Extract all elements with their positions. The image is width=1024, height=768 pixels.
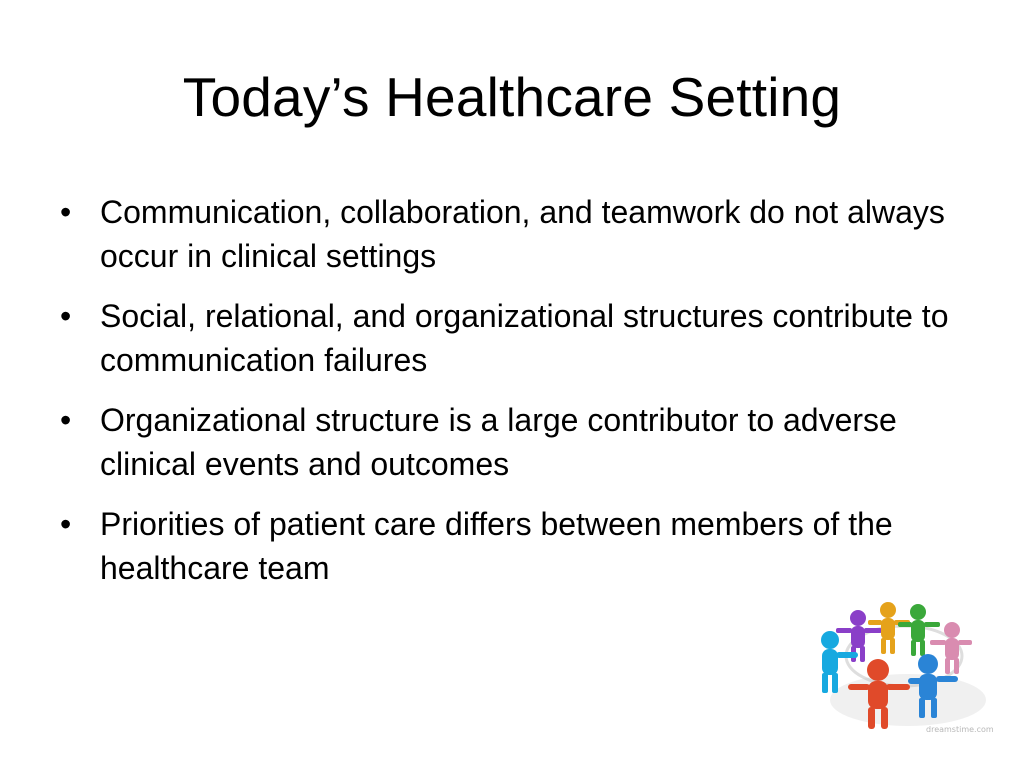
bullet-list <box>60 190 980 606</box>
bullet-icon: • <box>60 506 72 542</box>
list-item <box>60 294 980 382</box>
bullet-icon: • <box>60 194 72 230</box>
list-item <box>60 398 980 486</box>
list-item <box>60 190 980 278</box>
bullet-text: Organizational structure is a large contributor to adverse clinical events and outcomes <box>100 402 897 482</box>
bullet-text: Social, relational, and organizational structures contribute to communication failures <box>100 298 949 378</box>
list-item <box>60 502 980 590</box>
slide-title: Today’s Healthcare Setting <box>182 66 842 128</box>
watermark: dreamstime.com <box>926 725 994 734</box>
bullet-text: Priorities of patient care differs between members of the healthcare team <box>100 506 893 586</box>
bullet-icon: • <box>60 402 72 438</box>
people-circle-teamwork-icon <box>808 588 992 740</box>
bullet-text: Communication, collaboration, and teamwork do not always occur in clinical settings <box>100 194 945 274</box>
bullet-icon: • <box>60 298 72 334</box>
